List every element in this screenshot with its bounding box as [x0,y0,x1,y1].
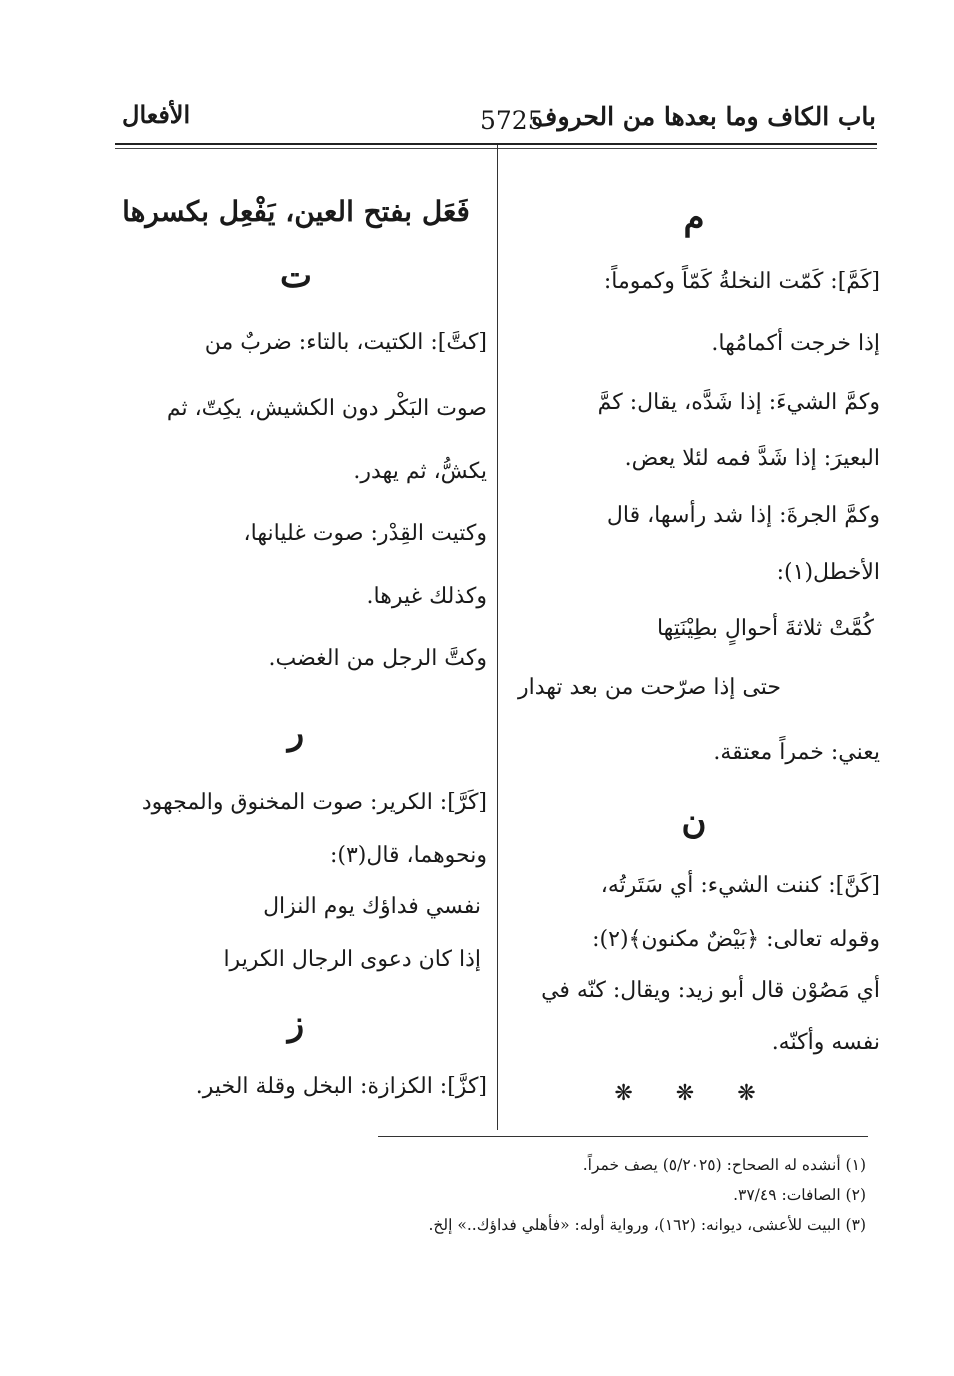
footnotes [366,1150,866,1240]
verb-pattern-heading: فَعَل بفتح العين، يَفْعِل بكسرها [122,195,470,228]
entry-line: ونحوهما، قال(٣): [329,843,487,868]
letter-heading-noon: ن [681,802,707,842]
verse-hemistich: إذا كان دعوى الرجال الكريرا [223,947,481,972]
entry-line: [كَمَّ]: كَمّت النخلةُ كَمّاً وكموماً: [603,269,880,294]
entry-line: نفسه وأكنّه. [771,1030,880,1055]
entry-line: وكتيت القِدْر: صوت غليانها، [243,521,487,546]
entry-line: وكتَّ الرجل من الغضب. [268,646,487,671]
column-divider [497,145,498,1130]
header-rule-thin [115,148,877,149]
verse-hemistich: حتى إذا صرّحت من بعد تهدار [518,675,781,700]
entry-line: [كزَّ]: الكزازة: البخل وقلة الخير. [195,1074,487,1099]
entry-line: وقوله تعالى: ﴿بَيْضٌ مكنون﴾(٢): [592,927,880,952]
letter-heading-raa: ر [287,713,305,753]
entry-line: [كَنَّ]: كننت الشيء: أي سَتَرتُه، [600,873,880,898]
verse-hemistich: نفسي فداؤك يوم النزال [263,894,481,919]
entry-line: يكشُّ، ثم يهدر. [353,459,487,484]
entry-line: أي مَصُوْن قال أبو زيد: ويقال: كنّه في [541,978,880,1003]
entry-line: يعني: خمراً معتقة. [713,740,880,765]
footnote: (٢) الصافات: ٣٧/٤٩. [733,1186,866,1204]
entry-line: وكمَّ الشيءَ: إذا شَدَّه، يقال: كمَّ [597,390,880,415]
footnote-rule [378,1136,868,1137]
section-end-ornament: ❋ ❋ ❋ [614,1081,774,1106]
letter-heading-zay: ز [287,1004,305,1044]
header-rule [115,143,877,145]
entry-line: وكمَّ الجرةَ: إذا شد رأسها، قال [606,503,880,528]
entry-line: إذا خرجت أكمامُها. [711,331,880,356]
entry-line: [كتَّ]: الكتيت، بالتاء: ضربٌ من [204,330,487,355]
footnote: (١) أنشده له الصحاح: (٥/٢٠٢٥) يصف خمراً. [582,1156,866,1174]
running-head-section: الأفعال [122,100,191,129]
running-head-chapter: باب الكاف وما بعدها من الحروف [531,102,876,131]
entry-line: [كَرَّ]: الكرير: صوت المخنوق والمجهود [141,790,487,815]
entry-line: وكذلك غيرها. [366,584,487,609]
left-column [105,182,487,1114]
page-number: 5725 [480,106,544,135]
letter-heading-meem: م [683,198,705,238]
entry-line: الأخطل(١): [776,560,880,585]
right-column [508,185,880,1119]
letter-heading-taa: ت [279,256,312,296]
verse-hemistich: كُمَّتْ ثلاثةَ أحوالٍ بطِيْنَتِها [656,616,874,641]
footnote: (٣) البيت للأعشى، ديوانه: (١٦٢)، ورواية أوله: «فأهلي فداؤك..» إلخ. [428,1216,866,1234]
entry-line: البعيرَ: إذا شَدَّ فمه لئلا يعض. [624,446,880,471]
entry-line: صوت البَكْر دون الكشيش، يكِتّ، ثم [166,396,487,421]
